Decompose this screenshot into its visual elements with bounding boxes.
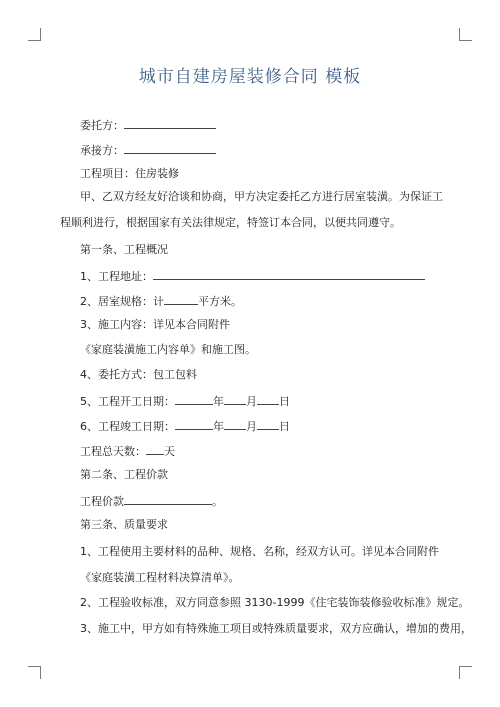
address-blank bbox=[153, 268, 425, 280]
contractor-label: 承接方： bbox=[80, 144, 124, 157]
address-label: 1、工程地址： bbox=[80, 270, 153, 283]
article2-title: 第二条、工程价款 bbox=[80, 468, 168, 481]
spec-blank bbox=[164, 293, 198, 305]
document-title: 城市自建房屋装修合同 模板 bbox=[138, 67, 362, 87]
end-date-line bbox=[80, 418, 290, 434]
client-label: 委托方： bbox=[80, 119, 124, 132]
start-date-line bbox=[80, 393, 290, 409]
total-days-line bbox=[80, 443, 175, 459]
total-days-unit: 天 bbox=[164, 445, 175, 458]
end-year-blank bbox=[175, 418, 213, 430]
spec-suffix: 平方米。 bbox=[198, 295, 242, 308]
start-day-unit: 日 bbox=[279, 395, 290, 408]
price-end: 。 bbox=[212, 495, 223, 508]
quality-item-1: 1、工程使用主要材料的品种、规格、名称，经双方认可。详见本合同附件 bbox=[80, 545, 439, 558]
intro-paragraph: 甲、乙双方经友好洽谈和协商，甲方决定委托乙方进行居室装潢。为保证工程顺利进行，根据国家有关法律规定，特签订本合同，以便共同遵守。 bbox=[60, 190, 443, 229]
end-date-label: 6、工程竣工日期： bbox=[80, 420, 175, 433]
end-month-unit: 月 bbox=[246, 420, 257, 433]
client-line bbox=[80, 117, 216, 133]
start-year-unit: 年 bbox=[213, 395, 224, 408]
end-day-unit: 日 bbox=[279, 420, 290, 433]
start-month-unit: 月 bbox=[246, 395, 257, 408]
corner-mark-top-right bbox=[459, 28, 472, 41]
contractor-blank bbox=[124, 142, 216, 154]
corner-mark-bottom-right bbox=[459, 666, 472, 679]
start-day-blank bbox=[257, 393, 279, 405]
content-attachment: 《家庭装潢施工内容单》和施工图。 bbox=[80, 343, 256, 356]
contractor-line bbox=[80, 142, 216, 158]
price-blank bbox=[124, 493, 212, 505]
quality-item-2: 2、工程验收标准，双方同意参照 3130-1999《住宅装饰装修验收标准》规定。 bbox=[80, 596, 470, 609]
price-line bbox=[80, 493, 223, 509]
total-days-blank bbox=[146, 443, 164, 455]
quality-item-1-attachment: 《家庭装潢工程材料决算清单》。 bbox=[80, 571, 240, 584]
price-label: 工程价款 bbox=[80, 495, 124, 508]
spec-prefix: 2、居室规格：计 bbox=[80, 295, 164, 308]
quality-item-3: 3、施工中，甲方如有特殊施工项目或特殊质量要求，双方应确认，增加的费用， bbox=[80, 622, 472, 635]
start-year-blank bbox=[175, 393, 213, 405]
spec-line bbox=[80, 293, 242, 309]
corner-mark-bottom-left bbox=[28, 666, 41, 679]
end-day-blank bbox=[257, 418, 279, 430]
address-line bbox=[80, 268, 425, 284]
project-item: 工程项目：住房装修 bbox=[80, 167, 179, 180]
end-year-unit: 年 bbox=[213, 420, 224, 433]
article1-title: 第一条、工程概况 bbox=[80, 243, 168, 256]
method-line: 4、委托方式：包工包料 bbox=[80, 368, 197, 381]
start-date-label: 5、工程开工日期： bbox=[80, 395, 175, 408]
corner-mark-top-left bbox=[28, 28, 41, 41]
total-days-label: 工程总天数： bbox=[80, 445, 146, 458]
article3-title: 第三条、质量要求 bbox=[80, 518, 168, 531]
end-month-blank bbox=[224, 418, 246, 430]
start-month-blank bbox=[224, 393, 246, 405]
client-blank bbox=[124, 117, 216, 129]
content-line: 3、施工内容：详见本合同附件 bbox=[80, 318, 230, 331]
